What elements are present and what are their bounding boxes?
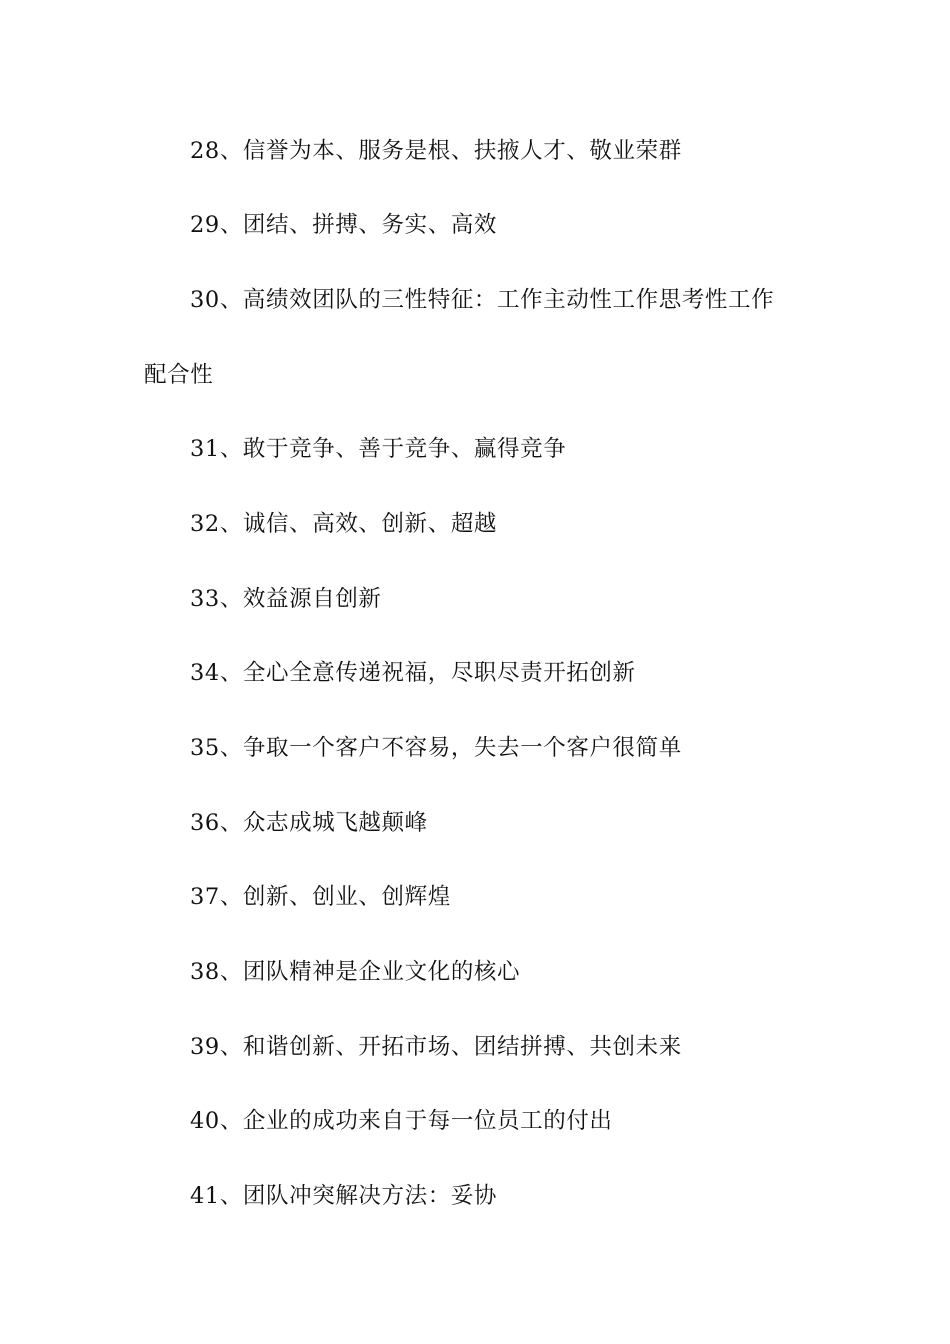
slogan-31: 31、敢于竞争、善于竞争、赢得竞争 (190, 436, 567, 462)
slogan-36: 36、众志成城飞越颠峰 (190, 810, 428, 836)
slogan-30: 30、高绩效团队的三性特征：工作主动性工作思考性工作 (190, 287, 775, 313)
slogan-29: 29、团结、拼搏、务实、高效 (190, 212, 498, 238)
slogan-30-continuation: 配合性 (144, 362, 214, 388)
slogan-32: 32、诚信、高效、创新、超越 (190, 511, 498, 537)
slogan-33: 33、效益源自创新 (190, 586, 382, 612)
slogan-35: 35、争取一个客户不容易，失去一个客户很简单 (190, 735, 682, 761)
slogan-38: 38、团队精神是企业文化的核心 (190, 959, 521, 985)
slogan-39: 39、和谐创新、开拓市场、团结拼搏、共创未来 (190, 1034, 682, 1060)
slogan-37: 37、创新、创业、创辉煌 (190, 884, 451, 910)
slogan-28: 28、信誉为本、服务是根、扶掖人才、敬业荣群 (190, 138, 682, 164)
slogan-40: 40、企业的成功来自于每一位员工的付出 (190, 1108, 613, 1134)
slogan-41: 41、团队冲突解决方法：妥协 (190, 1183, 498, 1209)
slogan-34: 34、全心全意传递祝福，尽职尽责开拓创新 (190, 660, 636, 686)
